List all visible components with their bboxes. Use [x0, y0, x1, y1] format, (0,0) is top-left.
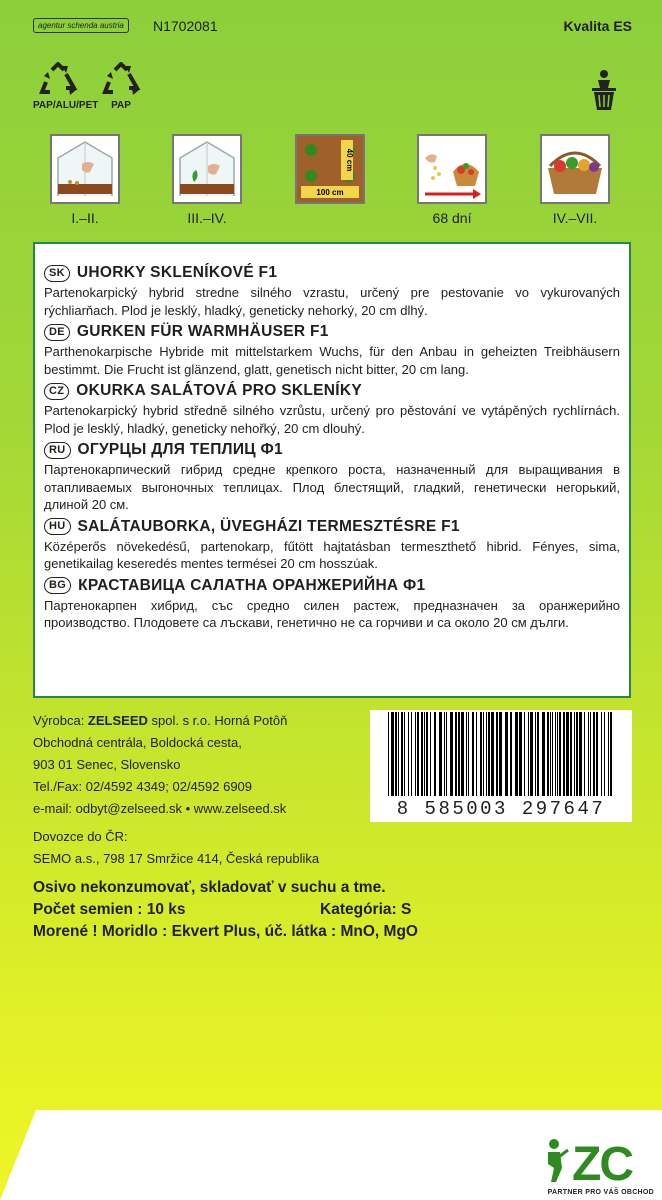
barcode-digits: 8 585003 297647 — [396, 798, 606, 820]
barcode-bar — [461, 712, 464, 796]
barcode-bar — [579, 712, 582, 796]
lang-title: ОГУРЦЫ ДЛЯ ТЕПЛИЦ Ф1 — [77, 441, 283, 458]
lang-description: Partenokarpický hybrid středně silného vzrůstu, určený pro pěstování ve vytápěných rychlírnách. Plod je lesklý, hladký, geneticky nehořký, 20 cm dlouhý. — [44, 403, 620, 436]
producer-line: 903 01 Senec, Slovensko — [33, 757, 181, 772]
step-greenhouse-sowing — [50, 134, 120, 226]
barcode-bar — [530, 712, 533, 796]
greenhouse-sowing-icon — [50, 134, 120, 204]
lang-section-sk — [44, 262, 620, 319]
storage-note: Osivo nekonzumovať, skladovať v suchu a tme. — [33, 879, 386, 896]
lang-section-de — [44, 321, 620, 378]
harvest-icon — [417, 134, 487, 204]
lang-description: Parthenokarpische Hybride mit mittelstarkem Wuchs, für den Anbau in geheizten Treibhäusern bestimmt. Die Frucht ist glänzend, glatt, genetisch nicht bitter, 20 cm lang. — [44, 344, 620, 377]
barcode-bar — [491, 712, 494, 796]
logo-tagline: PARTNER PRO VÁŠ OBCHOD — [547, 1189, 654, 1196]
barcode-bar — [601, 712, 602, 796]
quality-label: Kvalita ES — [563, 18, 632, 34]
barcode-bar — [593, 712, 595, 796]
barcode-bar — [466, 712, 467, 796]
barcode-bar — [557, 712, 558, 796]
lang-title: OKURKA SALÁTOVÁ PRO SKLENÍKY — [76, 382, 362, 399]
producer-brand: ZELSEED — [87, 713, 148, 728]
agency-badge: agentur schenda austria — [33, 18, 129, 33]
lang-section-bg — [44, 575, 620, 632]
seed-count: Počet semien : 10 ks — [33, 901, 186, 918]
step-spacing — [295, 134, 365, 204]
lang-code-badge: CZ — [44, 383, 69, 400]
recycle-symbol-composite — [33, 62, 99, 111]
step-greenhouse-planting — [172, 134, 242, 226]
lang-description: Középerős növekedésű, partenokarp, fűtött hajtatásban termeszthető hibrid. Fényes, sima, genetikailag keseredés mentes termései 20 cm hosszúak. — [44, 538, 620, 571]
barcode-bar — [421, 712, 423, 796]
lang-description: Партенокарпен хибрид, със средно силен растеж, предназначен за оранжерийно производство. Плодовете са лъскави, генетично не са горчиви и са около 20 см дълги. — [44, 597, 620, 630]
barcode-bar — [559, 712, 561, 796]
barcode-bar — [439, 712, 442, 796]
lang-description: Partenokarpický hybrid stredne silného vzrastu, určený pre pestovanie vo vykurovaných rýchliarňach. Plod je lesklý, hladký, geneticky nehorký, 20 cm dlhý. — [44, 285, 620, 318]
barcode-bar — [455, 712, 457, 796]
producer-address — [33, 710, 287, 820]
recycle-icon — [99, 62, 143, 100]
barcode — [370, 710, 632, 822]
barcode-bar — [528, 712, 529, 796]
step-label: 68 dní — [432, 210, 472, 226]
producer-phone: Tel./Fax: 02/4592 4349; 02/4592 6909 — [33, 779, 253, 794]
lang-section-ru — [44, 439, 620, 514]
barcode-bar — [555, 712, 556, 796]
barcode-bar — [535, 712, 536, 796]
description-panel — [33, 242, 631, 698]
producer-location: spol. s r.o. Horná Potôň — [147, 713, 288, 728]
importer-address: SEMO a.s., 798 17 Smržice 414, Česká republika — [33, 851, 320, 866]
barcode-bar — [444, 712, 445, 796]
barcode-bar — [610, 712, 612, 796]
header-row — [33, 18, 632, 36]
step-label: III.–IV. — [187, 210, 227, 226]
barcode-bar — [588, 712, 589, 796]
lang-title: КРАСТАВИЦА САЛАТНА ОРАНЖЕРИЙНА Ф1 — [78, 576, 426, 594]
treatment-note: Morené ! Moridlo : Ekvert Plus, úč. látka : MnO, MgO — [33, 923, 418, 940]
barcode-bar — [574, 712, 575, 796]
barcode-bar — [576, 712, 578, 796]
barcode-bar — [505, 712, 508, 796]
barcode-bar — [483, 712, 484, 796]
barcode-bar — [395, 712, 397, 796]
barcode-bar — [608, 712, 609, 796]
barcode-bar — [398, 712, 399, 796]
lang-code-badge: DE — [44, 324, 70, 341]
vegetable-basket-icon — [540, 134, 610, 204]
greenhouse-planting-icon — [172, 134, 242, 204]
step-label: IV.–VII. — [552, 210, 598, 226]
step-harvest-season — [540, 134, 610, 226]
barcode-bar — [488, 712, 490, 796]
producer-prefix: Výrobca: — [33, 713, 88, 728]
producer-line: Obchodná centrála, Boldocká cesta, — [33, 735, 242, 750]
step-label: I.–II. — [71, 210, 99, 226]
barcode-bar — [547, 712, 549, 796]
barcode-bar — [391, 712, 394, 796]
lang-title: SALÁTAUBORKA, ÜVEGHÁZI TERMESZTÉSRE F1 — [77, 517, 460, 535]
lang-code-badge: HU — [44, 518, 71, 535]
recycle-icon — [36, 62, 80, 100]
spacing-row-label: 40 cm — [345, 148, 354, 172]
barcode-bar — [401, 712, 403, 796]
product-code: N1702081 — [153, 18, 218, 34]
plant-spacing-icon — [295, 134, 365, 204]
lang-title: UHORKY SKLENÍKOVÉ F1 — [76, 264, 278, 281]
lang-code-badge: SK — [44, 265, 70, 282]
barcode-bar — [417, 712, 419, 796]
step-harvest-days — [417, 134, 487, 226]
barcode-bar — [552, 712, 553, 796]
barcode-bar — [404, 712, 405, 796]
barcode-bar — [566, 712, 569, 796]
barcode-bar — [480, 712, 482, 796]
barcode-bar — [446, 712, 447, 796]
barcode-bar — [570, 712, 572, 796]
barcode-bar — [524, 712, 525, 796]
recycle-label: PAP — [111, 100, 131, 111]
barcode-bar — [476, 712, 477, 796]
barcode-bar — [550, 712, 551, 796]
seed-category: Kategória: S — [320, 901, 412, 918]
barcode-bar — [542, 712, 545, 796]
barcode-bar — [450, 712, 453, 796]
lang-section-hu — [44, 516, 620, 573]
barcode-bar — [408, 712, 409, 796]
barcode-bar — [604, 712, 605, 796]
barcode-bar — [563, 712, 565, 796]
lang-code-badge: RU — [44, 442, 71, 459]
barcode-bar — [388, 712, 389, 796]
lang-section-cz — [44, 380, 620, 437]
barcode-bar — [468, 712, 469, 796]
lang-code-badge: BG — [44, 577, 71, 594]
barcode-bar — [426, 712, 428, 796]
barcode-bar — [590, 712, 591, 796]
barcode-bar — [458, 712, 460, 796]
barcode-bar — [434, 712, 436, 796]
barcode-bar — [415, 712, 416, 796]
barcode-bars — [370, 710, 632, 798]
importer-info — [33, 826, 319, 870]
barcode-bar — [424, 712, 425, 796]
barcode-bar — [472, 712, 474, 796]
trash-bin-icon — [586, 68, 622, 117]
barcode-bar — [584, 712, 585, 796]
zc-logo — [538, 1134, 654, 1194]
logo-letters: ZC — [572, 1138, 632, 1186]
barcode-bar — [515, 712, 518, 796]
barcode-bar — [596, 712, 598, 796]
barcode-bar — [499, 712, 502, 796]
barcode-bar — [496, 712, 498, 796]
barcode-bar — [519, 712, 522, 796]
barcode-bar — [510, 712, 512, 796]
barcode-bar — [537, 712, 539, 796]
recycle-label: PAP/ALU/PET — [33, 100, 99, 111]
lang-title: GURKEN FÜR WARMHÄUSER F1 — [76, 323, 329, 340]
barcode-bar — [411, 712, 412, 796]
importer-heading: Dovozce do ČR: — [33, 829, 128, 844]
barcode-bar — [430, 712, 431, 796]
lang-description: Партенокарпический гибрид средне крепкого роста, назначенный для выращивания в отапливаемых выгоночных теплицах. Плод блестящий, гладкий, генетически негорький, длиной 20 см. — [44, 462, 620, 512]
recycle-symbol-paper — [96, 62, 146, 111]
barcode-bar — [486, 712, 487, 796]
producer-contact: e-mail: odbyt@zelseed.sk • www.zelseed.sk — [33, 801, 287, 816]
spacing-column-label: 100 cm — [316, 188, 344, 197]
